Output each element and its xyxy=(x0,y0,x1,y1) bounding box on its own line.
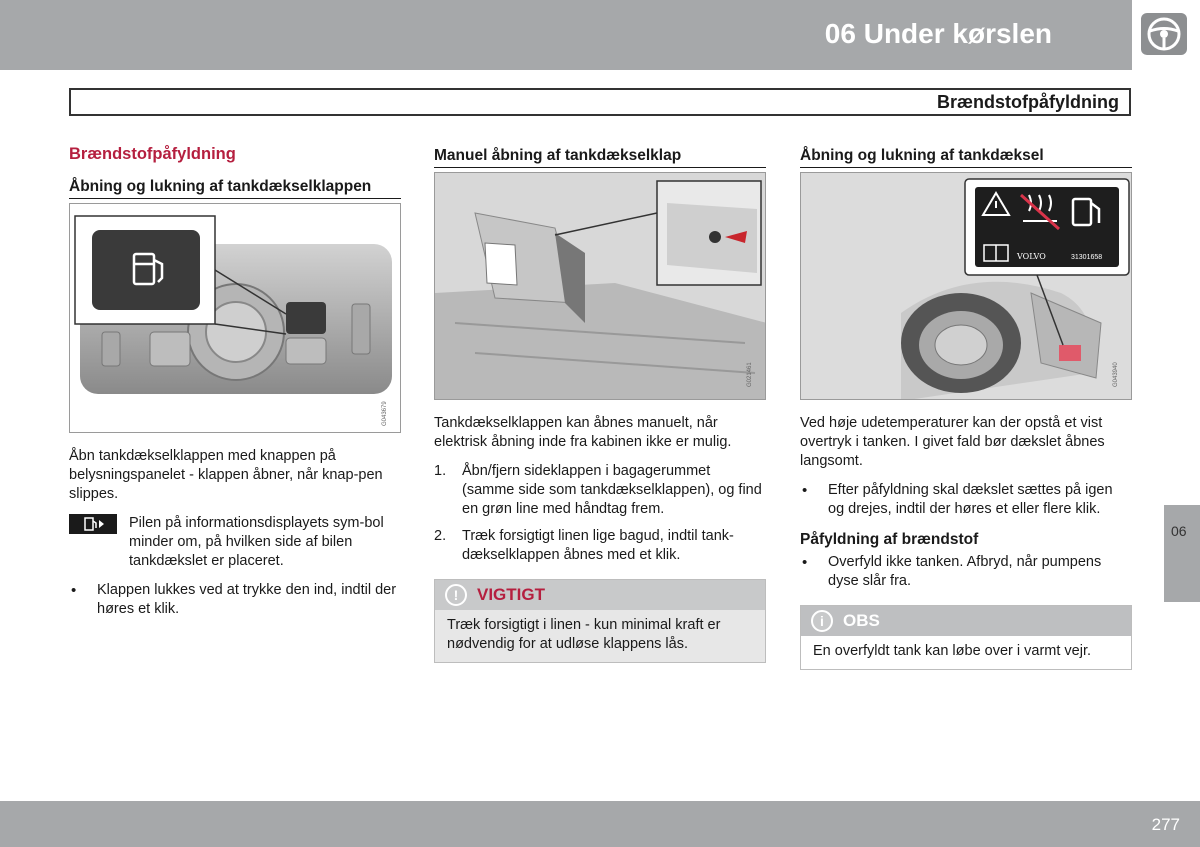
fuel-side-notice-text: Pilen på informationsdisplayets sym-bol minder om, på hvilken side af bilen tankdækslet er placeret. xyxy=(129,515,384,569)
exclamation-icon: ! xyxy=(445,584,467,606)
note-title: OBS xyxy=(843,611,880,630)
figure-code: G021461 xyxy=(747,362,753,387)
steering-wheel-icon xyxy=(1140,12,1188,56)
label-brand: VOLVO xyxy=(1017,252,1046,261)
trunk-figure xyxy=(434,172,766,400)
chapter-icon-box xyxy=(1132,0,1200,70)
chapter-side-tab-label: 06 xyxy=(1171,523,1187,539)
note-box xyxy=(800,605,1132,670)
column-2-subheading: Manuel åbning af tankdækselklap xyxy=(434,147,766,168)
warning-box xyxy=(434,579,766,663)
section-title-box xyxy=(69,88,1131,116)
column-3 xyxy=(800,145,1132,670)
light-panel-figure xyxy=(69,203,401,433)
chapter-title: 06 Under kørslen xyxy=(824,18,1052,49)
info-icon: i xyxy=(811,610,833,632)
figure-code: G043940 xyxy=(1113,362,1119,387)
column-1-paragraph: Åbn tankdækselklappen med knappen på belysningspanelet - klappen åbner, når knap-pen slippes. xyxy=(69,448,383,502)
bullet-item: • Klappen lukkes ved at trykke den ind, indtil der høres et klik. xyxy=(69,581,401,619)
column-2-paragraph: Tankdækselklappen kan åbnes manuelt, når elektrisk åbning inde fra kabinen ikke er mulig. xyxy=(434,415,732,450)
step-item: 1. Åbn/fjern sideklappen i bagagerummet (samme side som tankdækselklappen), og find en grøn line med håndtag frem. xyxy=(434,463,762,517)
bullet-item: • Efter påfyldning skal dækslet sættes på igen og drejes, indtil der høres et eller flere klik. xyxy=(800,481,1132,519)
column-3-subheading-2: Påfyldning af brændstof xyxy=(800,531,979,548)
column-1-heading: Brændstofpåfyldning xyxy=(69,145,236,163)
column-1 xyxy=(69,145,401,629)
fuel-side-notice xyxy=(69,514,401,571)
trunk-illustration xyxy=(435,173,766,400)
section-title: Brændstofpåfyldning xyxy=(937,92,1119,112)
warning-text: Træk forsigtigt i linen - kun minimal kraft er nødvendig for at udløse klappens lås. xyxy=(435,610,765,662)
label-code: 31301658 xyxy=(1071,254,1103,261)
step-item: 2. Træk forsigtigt linen lige bagud, indtil tank-dækselklappen åbnes med et klik. xyxy=(434,528,734,563)
column-3-paragraph: Ved høje udetemperaturer kan der opstå et vist overtryk i tanken. I givet fald bør dækslet åbnes langsomt. xyxy=(800,415,1105,469)
footer-bar xyxy=(0,801,1200,847)
fuel-pump-arrow-icon xyxy=(69,514,117,534)
light-panel-illustration xyxy=(70,204,401,433)
page-number: 277 xyxy=(1151,815,1180,834)
column-2 xyxy=(434,145,766,663)
fuel-cap-illustration xyxy=(801,173,1132,400)
header-bar xyxy=(0,0,1132,70)
warning-title: VIGTIGT xyxy=(477,585,545,604)
column-3-subheading: Åbning og lukning af tankdæksel xyxy=(800,147,1132,168)
fuel-cap-figure xyxy=(800,172,1132,400)
note-text: En overfyldt tank kan løbe over i varmt vejr. xyxy=(801,636,1131,669)
bullet-item: • Overfyld ikke tanken. Afbryd, når pumpens dyse slår fra. xyxy=(800,553,1132,591)
chapter-side-tab xyxy=(1164,505,1200,602)
figure-code: G043679 xyxy=(382,401,388,426)
column-1-subheading: Åbning og lukning af tankdækselklappen xyxy=(69,178,401,199)
